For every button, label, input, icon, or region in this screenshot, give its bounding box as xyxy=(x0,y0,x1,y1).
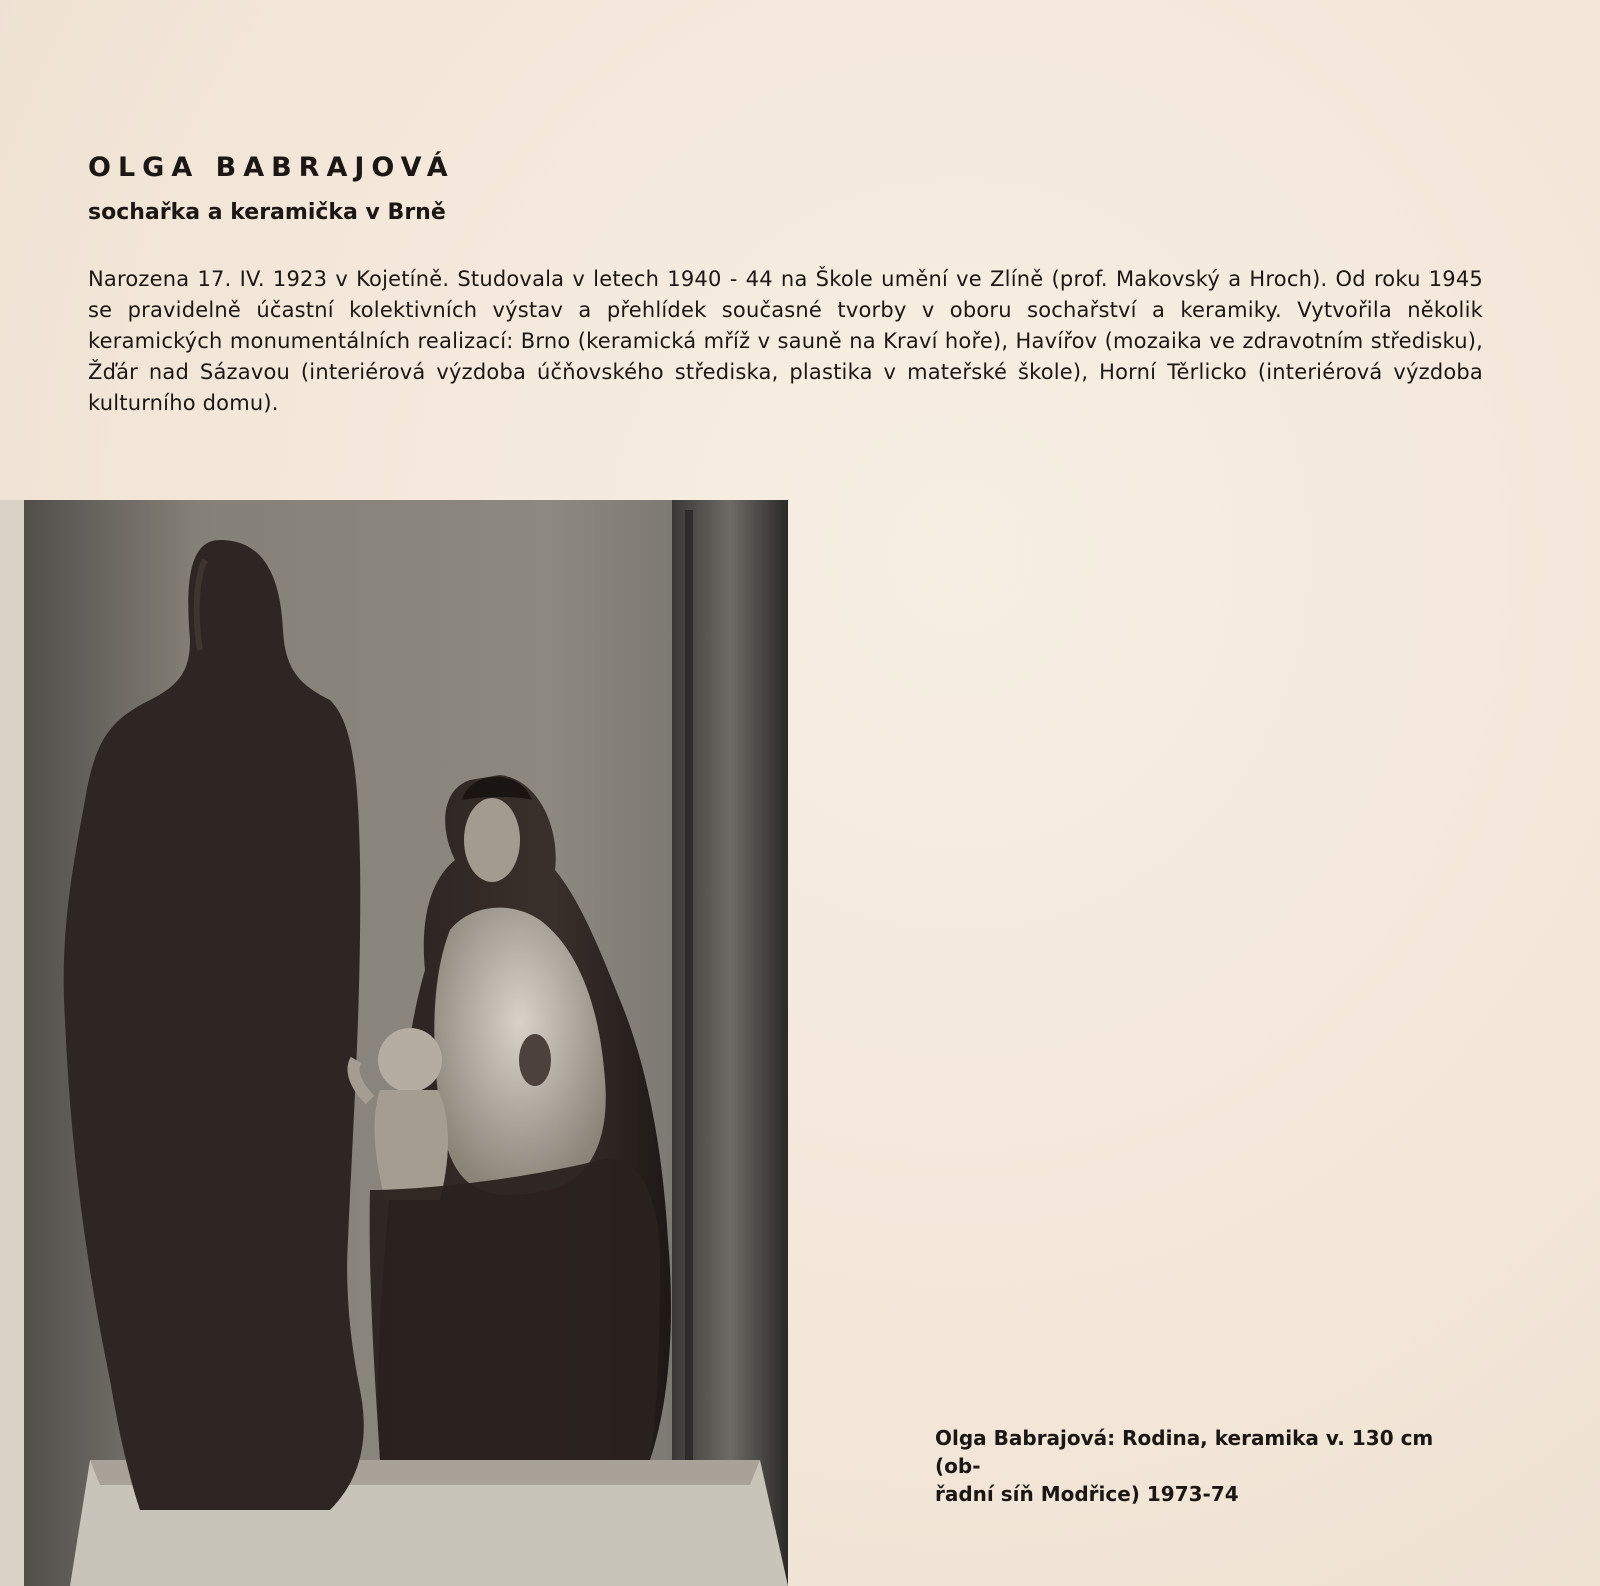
sculpture-image xyxy=(0,500,788,1586)
artist-subtitle: sochařka a keramička v Brně xyxy=(88,200,446,225)
artist-name: OLGA BABRAJOVÁ xyxy=(88,152,455,183)
photo-caption xyxy=(935,1424,1465,1508)
sculpture-photo xyxy=(0,500,788,1586)
artist-biography: Narozena 17. IV. 1923 v Kojetíně. Studovala v letech 1940 - 44 na Škole umění ve Zlíně (prof. Makovský a Hroch). Od roku 1945 se pravidelně účastní kolektivních výstav a přehlídek současné tvorby v oboru sochařství a keramiky. Vytvořila několik keramických monumentálních realizací: Brno (keramická mříž v sauně na Kraví hoře), Havířov (mozaika ve zdravotním středisku), Žďár nad Sázavou (interiérová výzdoba účňovského střediska, plastika v mateřské škole), Horní Těrlicko (interiérová výzdoba kulturního domu). xyxy=(88,267,1483,415)
caption-line-1: Olga Babrajová: Rodina, keramika v. 130 cm (ob- xyxy=(935,1426,1434,1478)
caption-line-2: řadní síň Modřice) 1973-74 xyxy=(935,1482,1239,1506)
